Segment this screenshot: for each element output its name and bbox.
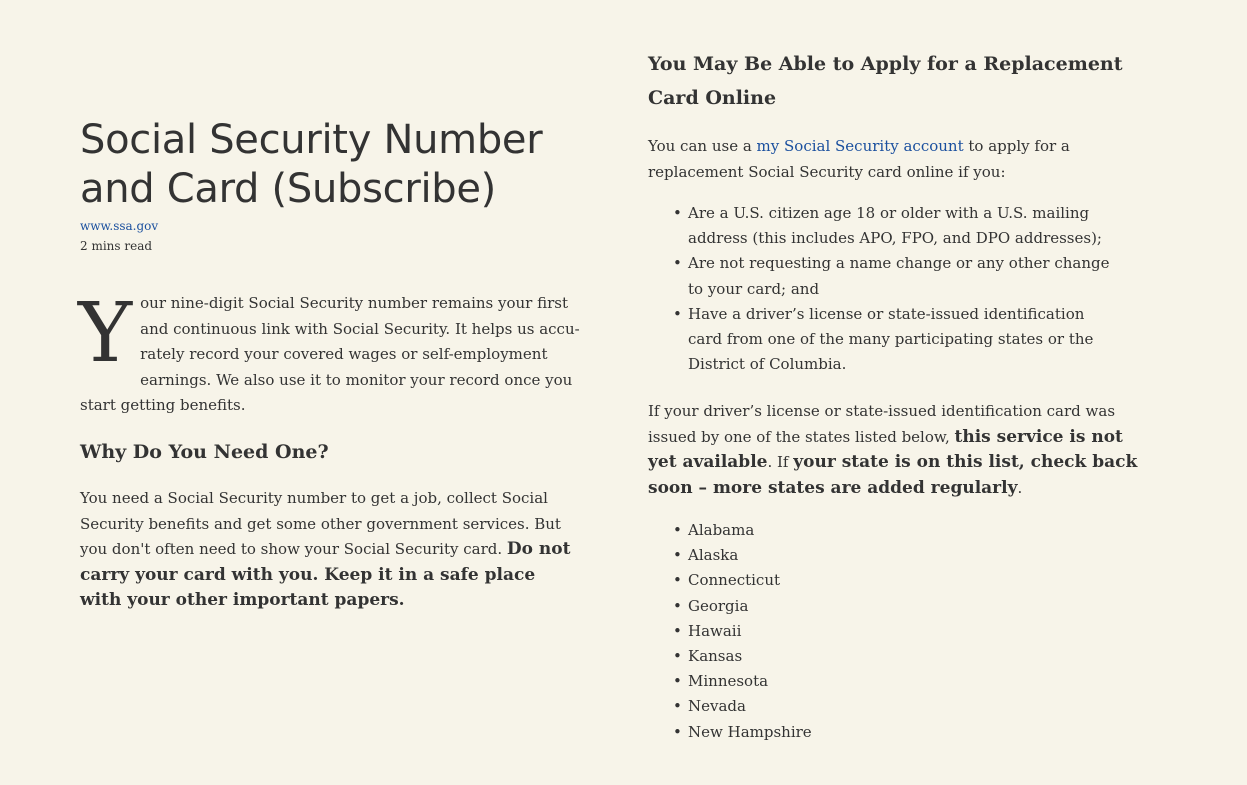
list-item: • Hawaii [648,619,1118,644]
list-item: • Are a U.S. citizen age 18 or older with a U.S. mailing address (this includes APO, FPO, and DPO addresses); [648,201,1118,251]
check-back-strong: your state is on this list, check back soon – more states are added regularly [648,452,1138,498]
online-paragraph [648,134,1130,185]
states-text: . [1017,478,1023,497]
list-item: • Alaska [648,543,1118,568]
online-text-after: to apply for a replacement Social Security card online if you: [648,137,1070,181]
states-list [648,518,1118,745]
list-item: • Have a driver’s license or state-issued identification card from one of the many participating states or the District of Columbia. [648,302,1118,378]
states-paragraph [648,399,1148,501]
why-paragraph [80,486,582,614]
list-item: • Minnesota [648,669,1118,694]
list-item: • Kansas [648,644,1118,669]
list-item: • Alabama [648,518,1118,543]
list-item: • Georgia [648,594,1118,619]
my-ssa-account-link[interactable]: my Social Security account [756,137,964,155]
why-strong: Do not carry your card with you. Keep it in a safe place with your other important papers. [80,539,571,610]
conditions-list [648,201,1118,377]
states-text: If your driver’s license or state-issued identification card was issued by one of the states listed below, [648,402,1116,446]
states-text: . If [767,453,794,471]
intro-paragraph [78,286,582,419]
why-heading: Why Do You Need One? [80,441,329,463]
list-item: • Nevada [648,694,1118,719]
intro-text: our nine-digit Social Security number remains your first and continuous link with Social Security. It helps us accurately record your covered wages or self-employment earnings. We also use it to monitor your record once you start getting benefits. [80,294,580,414]
not-available-strong: this service is not yet available [648,426,1123,472]
list-item: • Connecticut [648,568,1118,593]
article-title: Social Security Number and Card (Subscribe) [80,117,543,212]
list-item: • Are not requesting a name change or any other change to your card; and [648,251,1118,301]
list-item: • New Hampshire [648,720,1118,745]
read-time: 2 mins read [80,239,153,253]
source-link[interactable]: www.ssa.gov [80,219,159,233]
online-heading: You May Be Able to Apply for a Replacement Card Online [648,53,1123,109]
why-text: You need a Social Security number to get a job, collect Social Security benefits and get some other government services. But you don't often need to show your Social Security card. [80,489,561,558]
online-text-before: You can use a [648,137,757,155]
drop-cap: Y [78,286,133,381]
